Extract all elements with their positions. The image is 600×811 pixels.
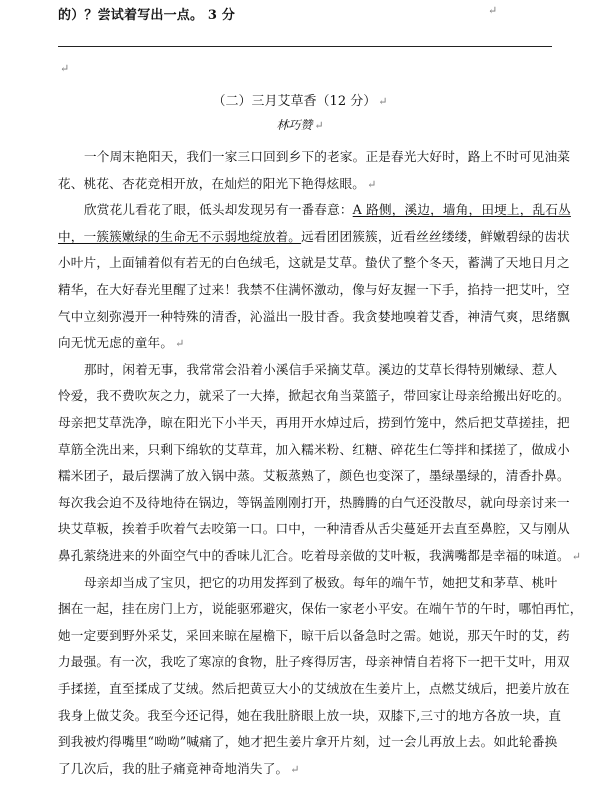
underlined-text: A 路侧，溪边，墙角，田埂上，乱石丛	[352, 202, 571, 218]
paragraph-mark-icon: ↵	[378, 95, 388, 108]
text-line	[58, 465, 570, 484]
line-text: 她一定要到野外采艾，采回来晾在屋檐下，晾干后以备急时之需。她说，那天午时的艾，药	[58, 627, 570, 643]
line-text: 母亲却当成了宝贝，把它的功用发挥到了极致。每年的端午节，她把艾和茅草、桃叶	[84, 574, 558, 590]
line-text: 花、桃花、杏花竞相开放，在灿烂的阳光下艳得炫眼。	[58, 175, 366, 191]
line-text: 一个周末艳阳天，我们一家三口回到乡下的老家。正是春光大好时，路上不时可见油菜	[84, 149, 571, 164]
line-text: 气中立刻弥漫开一种特殊的清香，沁溢出一股甘香。我贪婪地嗅着艾香，神清气爽，思绪飘	[58, 308, 570, 324]
paragraph-mark-icon: ↵	[571, 550, 582, 563]
text-line	[58, 625, 570, 644]
paragraph-mark-icon: ↵	[314, 119, 324, 132]
line-text: 力最强。有一次，我吃了寒凉的食物，肚子疼得厉害，母亲神情自若将下一把干艾叶，用双	[58, 654, 570, 670]
line-text: 草筋全洗出来，只剩下绵软的艾草茸，加入糯米粉、红糖、碎花生仁等拌和揉搓了，做成小	[58, 441, 570, 457]
text-line	[58, 359, 558, 378]
question-tail	[58, 4, 558, 23]
line-text: 那时，闲着无事，我常常会沿着小溪信手采摘艾草。溪边的艾草长得特别嫩绿、惹人	[84, 361, 558, 377]
line-text: 手揉搓，直至揉成了艾绒。然后把黄豆大小的艾绒放在生姜片上，点燃艾绒后，把姜片放在	[58, 681, 570, 696]
underlined-text: 中，一簇簇嫩绿的生命无不示弱地绽放着。	[58, 228, 302, 244]
paragraph-mark-icon: ↵	[175, 337, 185, 351]
article-title	[0, 90, 600, 109]
line-text: 精华，在大好春光里醒了过来！我禁不住满怀激动，像与好友握一下手，掐持一把艾叶，空	[58, 282, 570, 297]
line-text: 捆在一起，挂在房门上方，说能驱邪避灾，保佑一家老小平安。在端午节的午时，哪怕再忙，	[58, 601, 583, 617]
article-author	[0, 116, 600, 133]
paragraph-mark-icon: ↵	[488, 4, 498, 17]
line-text: 我身上做艾灸。我至今还记得，她在我肚脐眼上放一块，双膝下,三寸的地方各放一块，直	[58, 707, 562, 723]
line-text: 每次我会迫不及待地待在锅边，等锅盖刚刚打开，热腾腾的白气还没散尽，就向母亲讨来一	[58, 494, 570, 510]
line-text: 到我被灼得嘴里“呦呦”喊痛了，她才把生姜片拿开片刻，过一会儿再放上去。如此轮番换	[58, 734, 558, 750]
text-line	[58, 439, 570, 458]
text-line	[58, 173, 558, 192]
line-text: 怜爱，我不费吹灰之力，就采了一大捧，掀起衣角当菜篮子，带回家让母亲给搬出好吃的。	[58, 388, 570, 404]
text-line	[58, 146, 571, 165]
paragraph-mark-icon: ↵	[367, 177, 377, 191]
text-line	[58, 705, 562, 724]
question-tail-text: 的）？尝试着写出一点。 3 分	[58, 8, 236, 23]
text-line	[58, 492, 570, 511]
line-text: 母亲把艾草洗净，晾在阳光下小半天，再用开水焯过后，捞到竹笼中，然后把艾草搓挂，把	[58, 415, 570, 430]
text-line	[58, 226, 570, 245]
text-line	[58, 518, 570, 537]
line-text: 糯米团子，最后摆满了放入锅中蒸。艾粄蒸熟了，颜色也变深了，墨绿墨绿的，清香扑鼻。	[58, 468, 570, 484]
article-author-text: 林巧赞	[276, 118, 313, 132]
text-line	[58, 306, 570, 325]
text-line	[58, 412, 570, 431]
line-text: 鼻孔萦绕进来的外面空气中的香味儿汇合。吃着母亲做的艾叶粄，我满嘴都是幸福的味道。	[58, 548, 570, 563]
paragraph-mark-icon: ↵	[60, 62, 70, 75]
text-line	[58, 252, 570, 271]
line-text: 远看团团簇簇，近看丝丝缕缕，鲜嫩碧绿的齿状	[301, 228, 570, 244]
line-text: 欣赏花儿看花了眼，低头却发现另有一番春意：	[84, 202, 353, 218]
line-text: 向无忧无虑的童年。	[58, 335, 174, 351]
line-text: 了几次后，我的肚子痛竟神奇地消失了。	[58, 760, 289, 776]
horizontal-rule	[58, 46, 552, 47]
text-line	[58, 199, 571, 218]
text-line	[58, 758, 558, 777]
article-title-text: （二）三月艾草香（12 分）	[212, 94, 377, 109]
line-text: 块艾草粄，挨着手吹着气去咬第一口。口中，一种清香从舌尖蔓延开去直至鼻腔，又与刚从	[58, 521, 570, 537]
text-line	[58, 545, 582, 564]
paragraph-mark-icon: ↵	[290, 762, 300, 776]
text-line	[58, 731, 558, 750]
text-line	[58, 332, 558, 351]
text-line	[58, 598, 583, 617]
text-line	[58, 572, 558, 591]
text-line	[58, 279, 570, 298]
text-line	[58, 678, 570, 697]
text-line	[58, 651, 570, 670]
line-text: 小叶片，上面铺着似有若无的白色绒毛，这就是艾草。蛰伏了整个冬天，蓄满了天地日月之	[58, 255, 570, 271]
text-line	[58, 385, 570, 404]
